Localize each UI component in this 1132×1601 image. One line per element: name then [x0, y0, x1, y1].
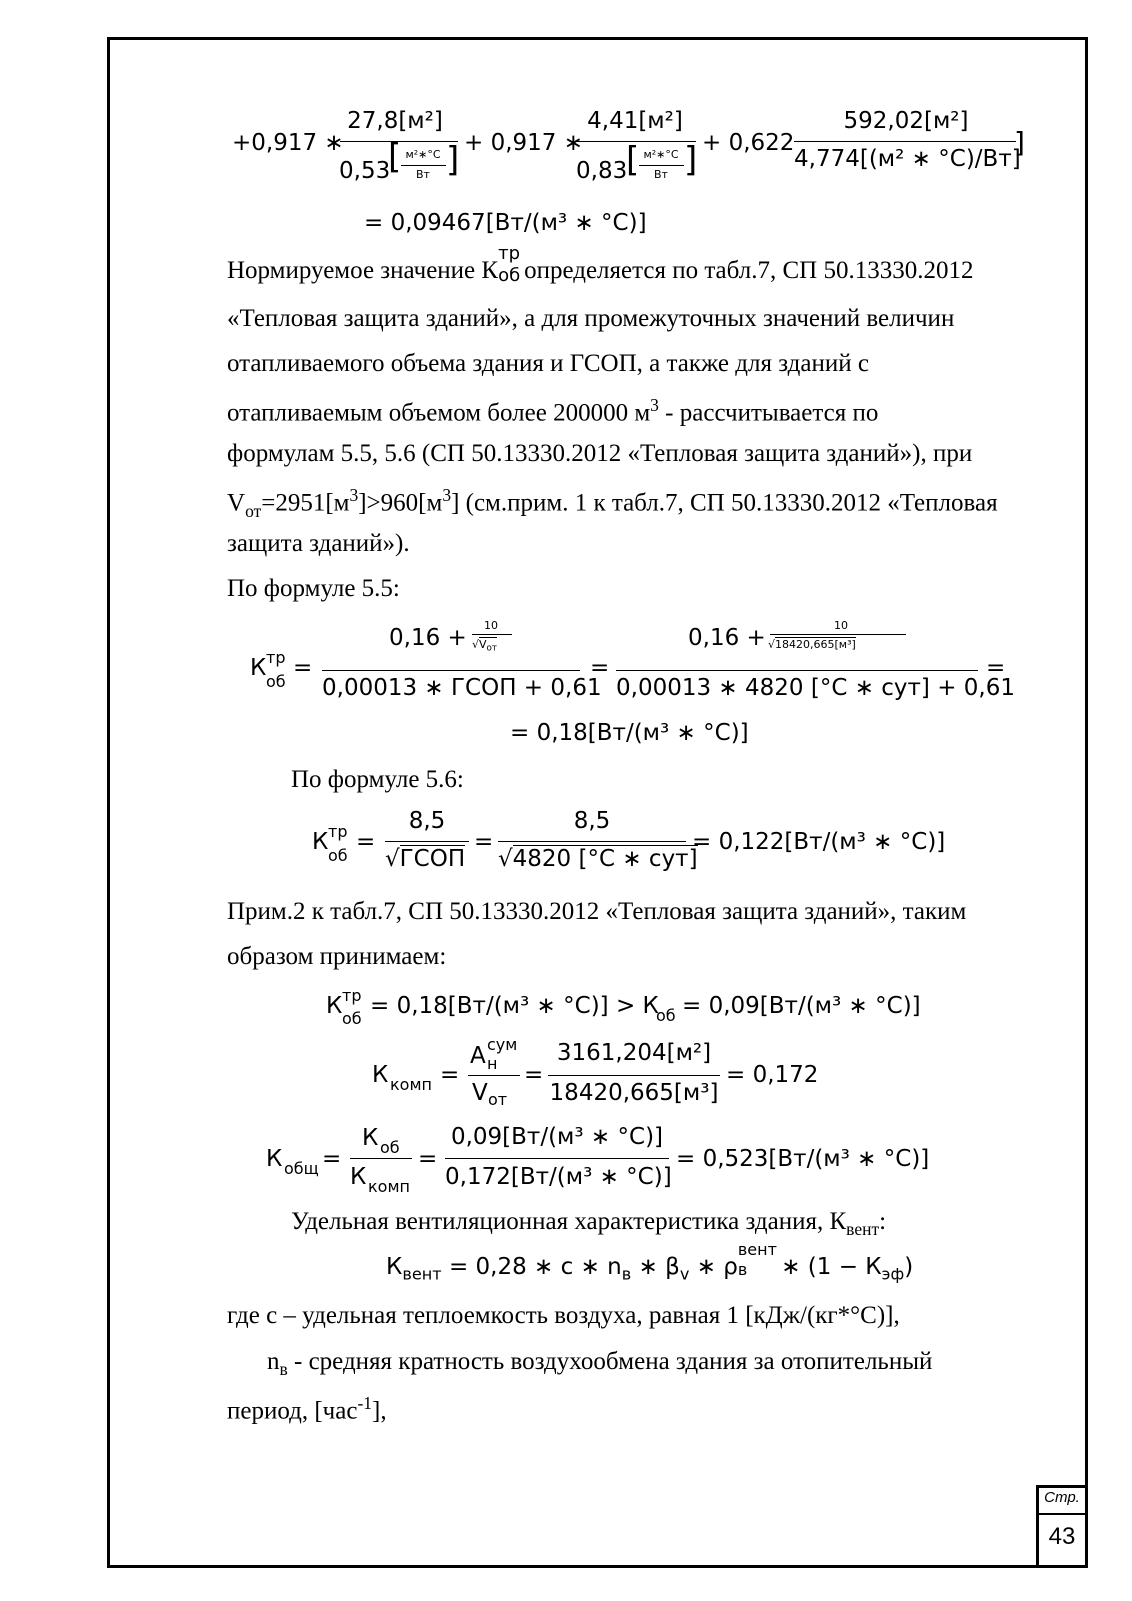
- eq-top-mid1: + 0,917 ∗: [464, 130, 584, 156]
- eq-top-prefix: +0,917 ∗: [232, 130, 344, 156]
- para1-line5: формулам 5.5, 5.6 (СП 50.13330.2012 «Тепловая защита зданий»), при: [227, 440, 973, 467]
- eq-top-result: = 0,09467[Вт/(м³ ∗ °С)]: [364, 210, 647, 236]
- vent-line-period: период, [час$^{-1}$],: [227, 1393, 387, 1425]
- eq-top-f2-unit-num: м²∗°С: [643, 148, 679, 161]
- eq-top-mid2: + 0,622: [702, 130, 795, 156]
- para1-line3: отапливаемого объема здания и ГСОП, а также для зданий с: [227, 350, 869, 377]
- eq-top-f1-unit-den: Вт: [416, 168, 430, 181]
- vent-heading: Удельная вентиляционная характеристика здания, $К_{вент}$:: [291, 1208, 887, 1240]
- formula56-result: = 0,122[Вт/(м³ ∗ °С)]: [692, 829, 946, 855]
- formula55-d2: 0,00013 ∗ 4820 [°С ∗ сут] + 0,61: [616, 675, 1016, 701]
- para1-line2: «Тепловая защита зданий», а для промежуточных значений величин: [227, 305, 955, 332]
- eq-top-f1-unit-num: м²∗°С: [405, 148, 441, 161]
- eq-top-f2-den-val: 0,83: [576, 158, 628, 184]
- formula55-heading: По формуле 5.5:: [227, 575, 400, 602]
- page-stamp-divider: [1036, 1513, 1088, 1515]
- para2-line2: образом принимаем:: [227, 943, 447, 970]
- vent-line-n: $n_в$ - средняя кратность воздухообмена здания за отопительный: [267, 1348, 933, 1380]
- eq-top-f1-num: 27,8[м²]: [347, 108, 443, 134]
- eq-top-f3-num: 592,02[м²]: [843, 108, 969, 134]
- eq-top-f3-den: 4,774[(м² ∗ °С)/Вт]: [794, 146, 1021, 172]
- formula55-n2-sqrt: √18420,665[м³]: [768, 638, 856, 651]
- eq-top-close: ]: [1014, 126, 1025, 159]
- formula56-d2: √4820 [°С ∗ сут]: [498, 846, 698, 872]
- formula55-result: = 0,18[Вт/(м³ ∗ °С)]: [510, 720, 749, 746]
- formula56-d1: √ГСОП: [385, 846, 466, 872]
- formula56-n2: 8,5: [573, 808, 611, 834]
- vent-equation: $К_{вент} = 0,28$ ∗ с ∗ $n_в$ ∗ $\beta_v$ ∗ ρ вент в ∗ $(1 - К_{эф})$: [386, 1240, 914, 1284]
- formula56-heading: По формуле 5.6:: [291, 766, 464, 793]
- eq-top-f2-num: 4,41[м²]: [587, 108, 683, 134]
- para1-line4: отапливаемым объемом более 200000 $м^3$ - рассчитывается по: [227, 395, 879, 427]
- para1-line7: защита зданий»).: [227, 530, 410, 557]
- formula55-n2: 0,16 +: [688, 625, 766, 651]
- para2-line1: Прим.2 к табл.7, СП 50.13330.2012 «Тепловая защита зданий», таким: [227, 898, 967, 925]
- para1-line6: $V_{от}=2951[м^3]>960[м^3]$ (см.прим. 1 к табл.7, СП 50.13330.2012 «Тепловая: [227, 485, 998, 521]
- eq-top-f2-unit-den: Вт: [654, 168, 668, 181]
- para1-line1: Нормируемое значение К тр об определяется по табл.7, СП 50.13330.2012: [227, 243, 974, 286]
- vent-line-c: где с – удельная теплоемкость воздуха, равная 1 [кДж/(кг*°С)],: [227, 1302, 900, 1329]
- eq-top-f1-den-val: 0,53: [339, 158, 391, 184]
- formula56-n1: 8,5: [408, 808, 446, 834]
- page-number: 43: [1048, 1523, 1076, 1550]
- formula55-n1: 0,16 +: [389, 625, 467, 651]
- formula55-d1: 0,00013 ∗ ГСОП + 0,61: [322, 675, 602, 701]
- formula55-n1-sqrt: $√V_{от}$: [472, 638, 498, 654]
- page-stamp-label: Стр.: [1044, 1489, 1080, 1506]
